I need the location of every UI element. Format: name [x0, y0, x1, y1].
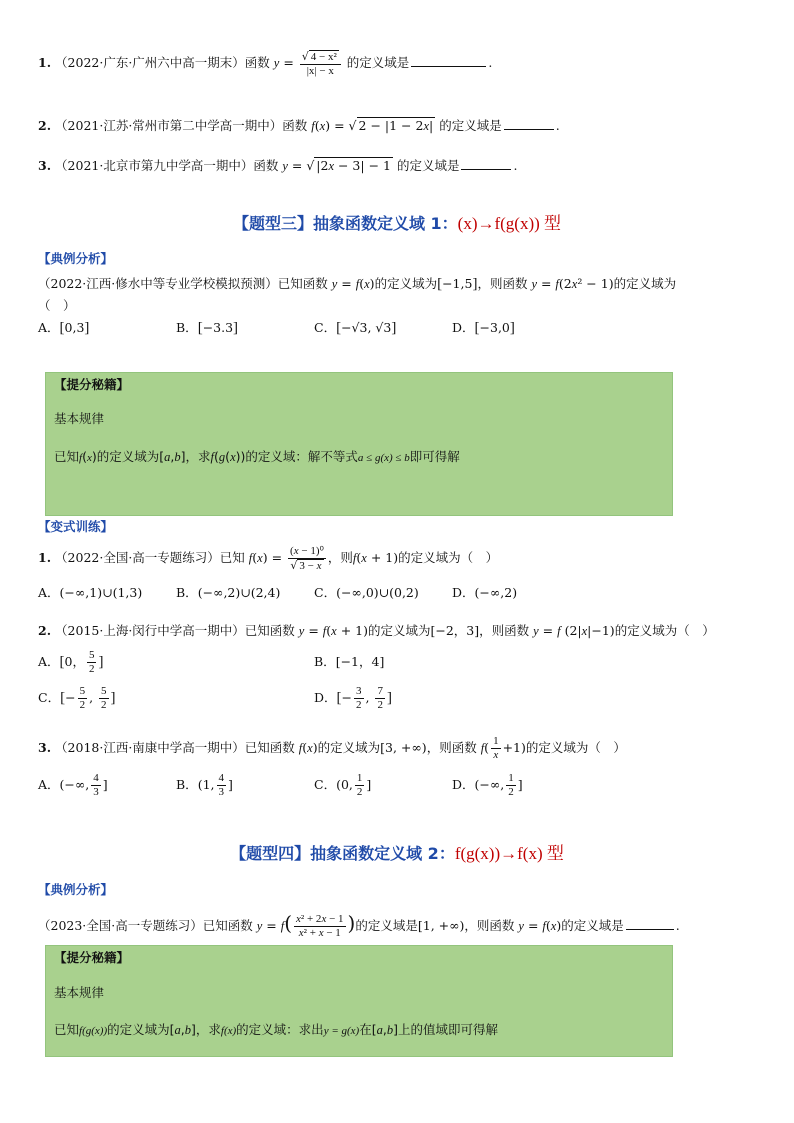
option-letter: B． [176, 777, 198, 792]
text-fragment: 已知 [54, 1022, 80, 1037]
text-fragment: ，则函数 [477, 276, 528, 291]
text-fragment: 的定义域为（ ） [398, 550, 499, 565]
option-d[interactable]: D．(−∞, $\frac{1}{2}$ ] [452, 772, 523, 798]
answer-blank[interactable] [461, 156, 511, 170]
question-tail: 的定义域是 [346, 55, 410, 70]
tips-label: 【提分秘籍】 [54, 377, 130, 392]
option-letter: C． [314, 320, 337, 335]
text-fragment: 在 [359, 1022, 372, 1037]
text-fragment: 的定义域为（ ） [525, 740, 626, 755]
question-number: 2. [38, 118, 52, 133]
option-letter: C． [38, 690, 61, 705]
answer-blank[interactable] [626, 916, 674, 930]
tips-content: 已知f(g(x))的定义域为[a,b]，求f(x)的定义域：求出y = g(x)在[a,b]上的值域即可得解 [54, 1022, 498, 1037]
option-b[interactable]: B．(−∞,2)∪(2,4) [176, 585, 281, 600]
option-d[interactable]: D．(−∞,2) [452, 585, 518, 600]
option-c[interactable]: C．[− $\frac{5}{2}$ , $\frac{5}{2}$ ] [38, 685, 116, 711]
example-question: （2022·江西·修水中等专业学校模拟预测）已知函数 y = f(x)的定义域为[−1,5]，则函数 y = f(2x² − 1)的定义域为 [38, 276, 677, 292]
answer-blank[interactable] [411, 53, 486, 67]
example-label: 【典例分析】 [38, 882, 114, 897]
practice-3: 3. （2018·江西·南康中学高一期中）已知函数 f(x)的定义域为[3, +∞)，则函数 f( $\frac{1}{x}$ +1)的定义域为（ ） [38, 735, 626, 761]
practice-2-options [38, 645, 754, 725]
option-letter: B． [176, 585, 198, 600]
question-number: 1. [38, 55, 52, 70]
math-fraction: $\frac{\text{x² + 2x − 1}}{\text{x² + x − 1}}$ [296, 913, 344, 939]
text-fragment: 即可得解 [409, 449, 460, 464]
text-fragment: 上的值域即可得解 [397, 1022, 498, 1037]
option-letter: A． [38, 585, 60, 600]
question-2: 2. （2021·江苏·常州市第二中学高一期中）函数 f(x) = √ 2 − |1 − 2x| 的定义域是 . [38, 118, 560, 133]
option-a[interactable]: A．(−∞, $\frac{4}{3}$ ] [38, 772, 108, 798]
option-letter: A． [38, 320, 60, 335]
question-number: 3. [38, 740, 52, 755]
practice-label: 【变式训练】 [38, 519, 114, 534]
question-end: . [488, 55, 493, 70]
tips-box [45, 945, 673, 1057]
question-source: （2015·上海·闵行中学高一期中）已知函数 [55, 623, 295, 638]
math-expr: y [282, 159, 288, 173]
section-title-4 [0, 843, 794, 865]
text-fragment: ，求 [185, 449, 211, 464]
math-expr: f [311, 119, 315, 133]
question-source: （2018·江西·南康中学高一期中）已知函数 [55, 740, 295, 755]
option-b[interactable]: B．[−3.3] [176, 320, 239, 336]
section-title-math: (x)→f(g(x)) 型 [457, 214, 562, 233]
question-1: 1. （2022·广东·广州六中高一期末）函数 y = $\frac{\text{√ 4 − x²}}{|x| - x}$ 的定义域是 . [38, 49, 493, 77]
tips-rule: 基本规律 [54, 411, 105, 426]
option-letter: C． [314, 585, 337, 600]
answer-blank[interactable] [504, 116, 554, 130]
text-fragment: ，求 [195, 1022, 221, 1037]
option-letter: D． [452, 320, 475, 335]
tips-box [45, 372, 673, 516]
question-end: . [513, 158, 518, 173]
practice-2: 2. （2015·上海·闵行中学高一期中）已知函数 y = f(x + 1)的定义域为[−2，3]，则函数 y = f (2|x|−1)的定义域为（ ） [38, 623, 715, 638]
example-label: 【典例分析】 [38, 251, 114, 266]
option-letter: C． [314, 777, 337, 792]
text-fragment: 的定义域：求出 [236, 1022, 324, 1037]
text-fragment: 的定义域为 [107, 1022, 170, 1037]
option-d[interactable]: D．[− $\frac{3}{2}$ , $\frac{7}{2}$ ] [314, 685, 392, 711]
question-end: . [675, 918, 680, 933]
section-title-text: 【题型四】抽象函数定义域 2： [230, 844, 455, 863]
text-fragment: 的定义域：解不等式 [245, 449, 358, 464]
option-letter: D． [452, 585, 475, 600]
option-c[interactable]: C．[−√3, √3] [314, 320, 397, 336]
option-c[interactable]: C．(−∞,0)∪(0,2) [314, 585, 419, 600]
option-letter: B． [176, 320, 198, 335]
question-source: （2021·江苏·常州市第二中学高一期中）函数 [55, 118, 308, 133]
text-fragment: 的定义域为 [613, 276, 677, 291]
question-number: 1. [38, 550, 52, 565]
question-number: 2. [38, 623, 52, 638]
question-number: 3. [38, 158, 52, 173]
option-letter: D． [314, 690, 337, 705]
text-fragment: 的定义域为 [317, 740, 381, 755]
question-end: . [555, 118, 560, 133]
math-fraction: $\frac{\text{(x − 1)⁰}}{√ 3 - x}$ [290, 544, 324, 572]
text-fragment: 的定义域为（ ） [614, 623, 715, 638]
option-a[interactable]: A．[0,3] [38, 320, 90, 336]
text-fragment: ，则函数 [426, 740, 477, 755]
section-title-3 [0, 213, 794, 235]
example-source: （2023·全国·高一专题练习）已知函数 [38, 918, 253, 933]
text-fragment: ，则函数 [464, 918, 515, 933]
tips-content: 已知f(x)的定义域为[a,b]，求f(g(x))的定义域：解不等式a ≤ g(x) ≤ b即可得解 [54, 449, 460, 464]
text-fragment: 的定义域为 [367, 623, 431, 638]
option-b[interactable]: B．(1, $\frac{4}{3}$ ] [176, 772, 233, 798]
example-source: （2022·江西·修水中等专业学校模拟预测）已知函数 [38, 276, 328, 291]
text-fragment: ，则函数 [479, 623, 530, 638]
option-b[interactable]: B．[−1，4] [314, 654, 385, 669]
option-letter: A． [38, 654, 60, 669]
practice-1: 1. （2022·全国·高一专题练习）已知 f(x) = $\frac{\text{(x − 1)⁰}}{√ 3 - x}$ ，则f(x + 1)的定义域为（ ） [38, 544, 499, 572]
example-question: （2023·全国·高一专题练习）已知函数 y = f( $\frac{\text{x² + 2x − 1}}{\text{x² + x − 1}}$ )的定义域是[1, +∞)，则函数 y = f(x)的定义域是 . [38, 911, 680, 939]
question-source: （2021·北京市第九中学高一期中）函数 [55, 158, 279, 173]
text-fragment: 的定义域为 [374, 276, 438, 291]
option-letter: B． [314, 654, 336, 669]
question-source: （2022·全国·高一专题练习）已知 [55, 550, 245, 565]
text-fragment: 的定义域是 [355, 918, 418, 933]
question-source: （2022·广东·广州六中高一期末）函数 [55, 55, 270, 70]
section-title-text: 【题型三】抽象函数定义域 1： [232, 214, 458, 233]
math-sqrt: |2x − 3| − 1 [316, 158, 391, 173]
question-3: 3. （2021·北京市第九中学高一期中）函数 y = √ |2x − 3| − 1 的定义域是 . [38, 158, 518, 173]
math-sqrt: 2 − |1 − 2x| [358, 118, 434, 133]
math-fraction: $\frac{\text{√ 4 − x²}}{|x| - x}$ [300, 50, 341, 78]
option-letter: D． [452, 777, 475, 792]
text-fragment: 已知 [54, 449, 80, 464]
math-expr: y [273, 56, 280, 70]
option-d[interactable]: D．[−3,0] [452, 320, 515, 336]
section-title-math: f(g(x))→f(x) 型 [454, 844, 564, 863]
text-fragment: 的定义域为 [96, 449, 160, 464]
option-letter: A． [38, 777, 60, 792]
question-tail: 的定义域是 [396, 158, 460, 173]
example-paren: （ ） [38, 298, 76, 313]
tips-rule: 基本规律 [54, 985, 105, 1000]
option-a[interactable]: A．[0， $\frac{5}{2}$ ] [38, 649, 104, 675]
question-tail: 的定义域是 [439, 118, 502, 133]
option-c[interactable]: C．(0, $\frac{1}{2}$ ] [314, 772, 372, 798]
text-fragment: ，则 [327, 550, 353, 565]
tips-label: 【提分秘籍】 [54, 950, 130, 965]
text-fragment: 的定义域是 [561, 918, 624, 933]
option-a[interactable]: A．(−∞,1)∪(1,3) [38, 585, 143, 600]
